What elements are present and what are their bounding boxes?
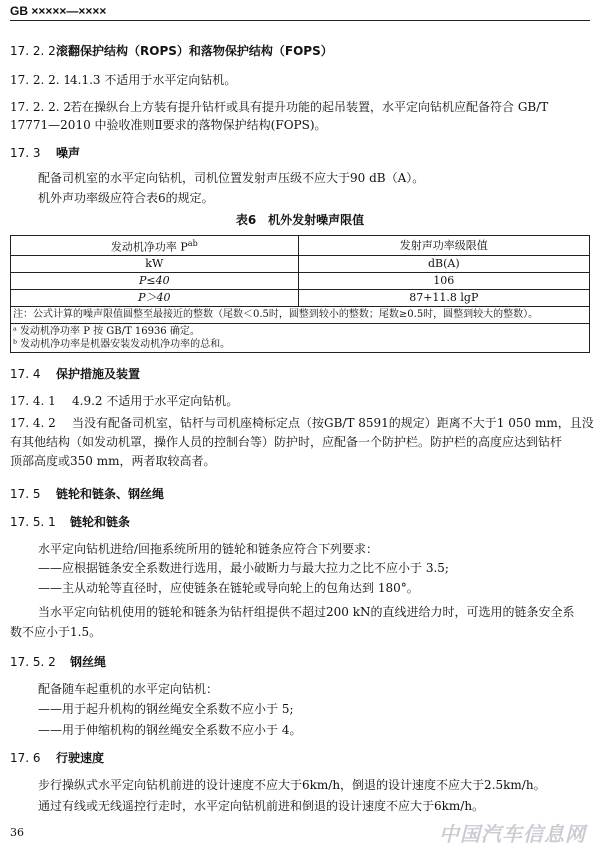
section-number: 17. 6 [10,751,41,765]
section-17-3-heading [10,145,576,161]
paragraph: 水平定向钻机进给/回拖系统所用的链轮和链条应符合下列要求： [38,542,379,556]
clause-17-2-2-2-cont: 17771—2010 中验收准则Ⅱ要求的落物保护结构(FOPS)。 [10,118,327,132]
clause-number: 17. 2. 2. 1 [10,73,72,87]
section-number: 17. 5. 2 [10,655,56,669]
clause-text: 4.9.2 不适用于水平定向钻机。 [72,394,239,408]
document-header: GB ×××××—×××× [10,4,107,18]
section-title: 链轮和链条 [70,515,131,529]
paragraph: 通过有线或无线遥控行走时，水平定向钻机前进和倒退的设计速度不应大于6km/h。 [38,799,485,813]
section-number: 17. 2. 2 [10,44,56,58]
paragraph: 配备随车起重机的水平定向钻机： [38,682,219,696]
table-row [11,289,590,306]
table-note: 注：公式计算的噪声限值圆整至最接近的整数（尾数＜0.5时，圆整到较小的整数；尾数≥0.5时，圆整到较大的整数）。 [11,306,590,323]
section-number: 17. 3 [10,146,41,160]
table-header-power [11,236,299,256]
page-number: 36 [10,826,24,839]
clause-text: 4.1.3 不适用于水平定向钻机。 [70,73,237,87]
site-watermark: 中国汽车信息网 [439,822,586,846]
clause-text: 若在操纵台上方装有提升钻杆或具有提升功能的起吊装置，水平定向钻机应配备符合 GB/T [70,100,549,114]
section-17-5-2-heading [10,654,576,670]
section-17-5-heading [10,486,576,502]
footnote-a: ᵃ 发动机净功率 P 按 GB/T 16936 确定。 [13,325,200,337]
table-cell-power: P≤40 [11,272,299,289]
section-title: 钢丝绳 [70,655,107,669]
list-item: ——应根据链条安全系数进行选用，最小破断力与最大拉力之比不应小于 3.5; [38,561,449,575]
header-text: 发动机净功率 P [110,240,188,254]
clause-number: 17. 4. 2 [10,416,56,430]
section-title: 行驶速度 [56,751,105,765]
section-17-2-2-heading [10,43,576,59]
clause-number: 17. 4. 1 [10,394,56,408]
table-cell-power: P＞40 [11,289,299,306]
clause-17-4-2-cont: 顶部高度或350 mm，两者取较高者。 [10,454,216,468]
clause-17-4-1 [10,393,576,409]
list-item: ——主从动轮等直径时，应使链条在链轮或导向轮上的包角达到 180°。 [38,581,419,595]
clause-17-2-2-1 [10,72,576,88]
header-superscript: ab [187,239,198,248]
clause-17-4-2-cont: 有其他结构（如发动机罩，操作人员的控制台等）防护时，应配备一个防护栏。防护栏的高度应达到钻杆 [10,435,563,449]
table-6-title: 表6 机外发射噪声限值 [235,213,365,227]
table-unit-limit: dB(A) [298,255,589,272]
section-number: 17. 5. 1 [10,515,56,529]
paragraph: 步行操纵式水平定向钻机前进的设计速度不应大于6km/h，倒退的设计速度不应大于2.5km/h。 [38,778,546,792]
section-title: 滚翻保护结构（ROPS）和落物保护结构（FOPS） [56,44,333,58]
paragraph: 当水平定向钻机使用的链轮和链条为钻杆组提供不超过200 kN的直线进给力时，可选用的链条安全系 [38,605,575,619]
table-header-limit: 发射声功率级限值 [298,236,589,256]
paragraph: 配备司机室的水平定向钻机，司机位置发射声压级不应大于90 dB（A）。 [38,171,425,185]
list-item: ——用于伸缩机构的钢丝绳安全系数不应小于 4。 [38,723,302,737]
table-row [11,272,590,289]
clause-17-4-2 [10,415,594,431]
clause-number: 17. 2. 2. 2 [10,100,72,114]
section-17-5-1-heading [10,514,576,530]
section-number: 17. 4 [10,367,41,381]
clause-text: 当没有配备司机室，钻杆与司机座椅标定点（按GB/T 8591的规定）距离不大于1 050 mm，且没 [72,416,594,430]
noise-limit-table [10,235,590,353]
section-title: 保护措施及装置 [56,367,141,381]
footnote-b: ᵇ 发动机净功率是机器安装发动机净功率的总和。 [13,338,231,350]
paragraph: 机外声功率级应符合表6的规定。 [38,191,214,205]
section-number: 17. 5 [10,487,41,501]
clause-17-2-2-2 [10,99,576,115]
list-item: ——用于起升机构的钢丝绳安全系数不应小于 5; [38,702,294,716]
table-cell-limit: 106 [298,272,589,289]
section-title: 噪声 [56,146,81,160]
table-cell-limit: 87+11.8 lgP [298,289,589,306]
section-title: 链轮和链条、钢丝绳 [56,487,165,501]
paragraph-cont: 数不应小于1.5。 [10,625,102,639]
section-17-4-heading [10,366,576,382]
section-17-6-heading [10,750,576,766]
table-footnotes [11,323,590,352]
table-unit-power: kW [11,255,299,272]
header-divider [10,20,590,21]
